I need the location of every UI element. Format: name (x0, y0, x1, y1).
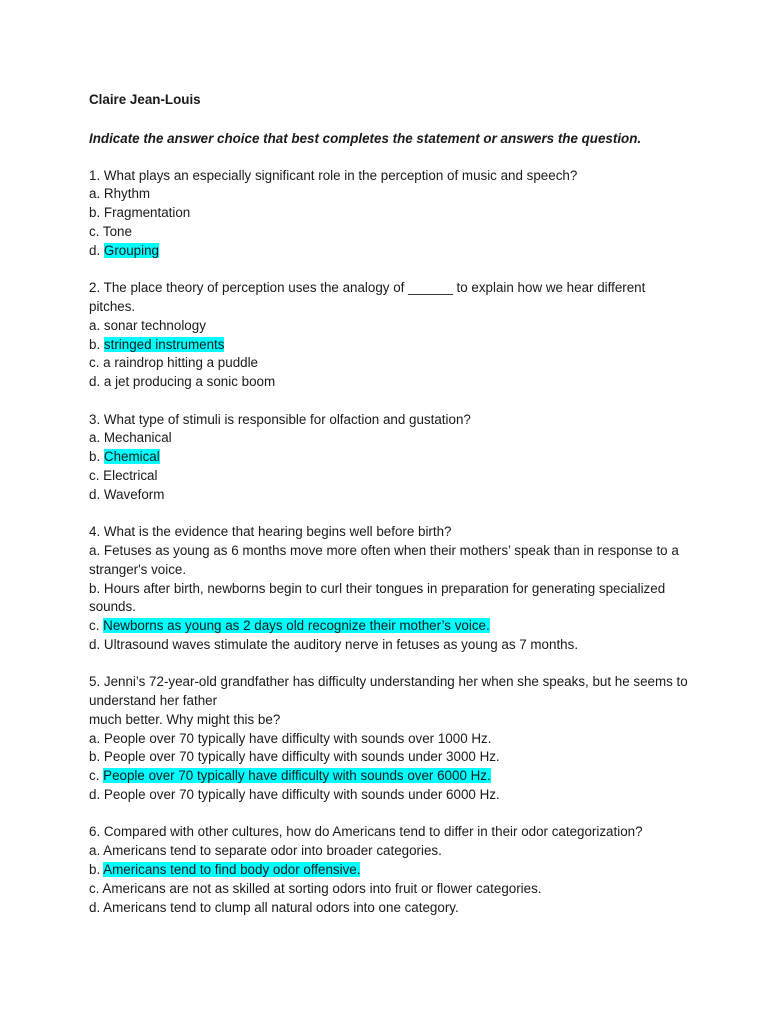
choice-letter: d. (89, 787, 101, 803)
choice-letter: b. (89, 336, 101, 352)
highlighted-answer: Grouping (103, 242, 159, 258)
highlighted-answer: stringed instruments (103, 336, 225, 352)
answer-choice-b (89, 580, 689, 618)
choice-letter: a. (89, 186, 101, 202)
choice-text: Tone (102, 223, 132, 239)
choice-letter: c. (89, 768, 100, 784)
choice-letter: a. (89, 730, 101, 746)
choice-letter: a. (89, 317, 101, 333)
choice-text: Fragmentation (103, 205, 191, 221)
choice-text: Americans tend to clump all natural odors into one category. (103, 899, 459, 915)
choice-text: Hours after birth, newborns begin to curl their tongues in preparation for generating specialized sounds. (89, 580, 666, 615)
choice-letter: d. (89, 899, 101, 915)
highlighted-answer: Americans tend to find body odor offensive. (103, 862, 361, 878)
answer-choice-c (89, 767, 689, 786)
question-prompt: 4. What is the evidence that hearing begins well before birth? (89, 524, 452, 540)
choice-letter: b. (89, 205, 101, 221)
choice-letter: d. (89, 374, 101, 390)
answer-choice-d (89, 786, 689, 805)
answer-choice-b (89, 861, 689, 880)
answer-choice-b (89, 448, 689, 467)
answer-choice-d (89, 486, 689, 505)
question-3 (89, 411, 689, 505)
choice-text: a raindrop hitting a puddle (103, 355, 259, 371)
question-2 (89, 279, 689, 392)
answer-choice-c (89, 467, 689, 486)
answer-choice-c (89, 354, 689, 373)
answer-choice-d (89, 899, 689, 918)
choice-text: Fetuses as young as 6 months move more often when their mothers’ speak than in response to a stranger's voice. (89, 542, 679, 577)
answer-choice-a (89, 842, 689, 861)
question-prompt: 2. The place theory of perception uses the analogy of ______ to explain how we hear different pitches. (89, 280, 646, 314)
choice-letter: b. (89, 449, 101, 465)
choice-text: Mechanical (103, 430, 172, 446)
author-name: Claire Jean-Louis (89, 92, 201, 107)
choice-text: Americans tend to separate odor into broader categories. (103, 843, 442, 859)
answer-choice-d (89, 636, 689, 655)
question-prompt: 5. Jenni’s 72-year-old grandfather has difficulty understanding her when she speaks, but he seems to understand her father (89, 674, 688, 709)
answer-choice-c (89, 617, 689, 636)
highlighted-answer: Chemical (103, 449, 160, 465)
choice-text: Rhythm (103, 186, 151, 202)
question-prompt-continued: much better. Why might this be? (89, 711, 281, 727)
answer-choice-a (89, 317, 689, 336)
choice-letter: c. (89, 355, 100, 371)
answer-choice-c (89, 223, 689, 242)
highlighted-answer: People over 70 typically have difficulty with sounds over 6000 Hz. (103, 768, 491, 784)
answer-choice-b (89, 204, 689, 223)
choice-text: People over 70 typically have difficulty with sounds under 3000 Hz. (103, 749, 500, 765)
question-5 (89, 673, 689, 805)
choice-letter: a. (89, 430, 101, 446)
choice-letter: b. (89, 580, 101, 596)
choice-letter: d. (89, 636, 101, 652)
choice-text: Americans are not as skilled at sorting odors into fruit or flower categories. (102, 880, 542, 896)
choice-text: Ultrasound waves stimulate the auditory nerve in fetuses as young as 7 months. (103, 636, 579, 652)
choice-letter: d. (89, 242, 101, 258)
answer-choice-a (89, 730, 689, 749)
answer-choice-b (89, 336, 689, 355)
choice-letter: b. (89, 749, 101, 765)
highlighted-answer: Newborns as young as 2 days old recognize their mother’s voice. (103, 618, 490, 634)
answer-choice-a (89, 429, 689, 448)
answer-choice-d (89, 242, 689, 261)
question-1 (89, 167, 689, 261)
choice-text: sonar technology (103, 317, 206, 333)
answer-choice-d (89, 373, 689, 392)
choice-letter: c. (89, 467, 100, 483)
choice-letter: a. (89, 843, 101, 859)
choice-letter: a. (89, 542, 101, 558)
choice-text: People over 70 typically have difficulty with sounds over 1000 Hz. (103, 730, 492, 746)
answer-choice-a (89, 542, 689, 580)
choice-text: People over 70 typically have difficulty with sounds under 6000 Hz. (103, 787, 500, 803)
choice-letter: c. (89, 223, 100, 239)
question-4 (89, 523, 689, 655)
answer-choice-a (89, 185, 689, 204)
question-prompt: 6. Compared with other cultures, how do Americans tend to differ in their odor categorization? (89, 824, 643, 840)
document-page (89, 91, 689, 936)
question-6 (89, 823, 689, 917)
instructions: Indicate the answer choice that best completes the statement or answers the question. (89, 130, 642, 146)
choice-text: Waveform (103, 486, 165, 502)
question-prompt: 1. What plays an especially significant role in the perception of music and speech? (89, 167, 578, 183)
question-prompt: 3. What type of stimuli is responsible for olfaction and gustation? (89, 411, 471, 427)
choice-letter: c. (89, 880, 100, 896)
answer-choice-b (89, 748, 689, 767)
choice-text: a jet producing a sonic boom (103, 374, 276, 390)
choice-text: Electrical (103, 467, 158, 483)
answer-choice-c (89, 880, 689, 899)
choice-letter: d. (89, 486, 101, 502)
choice-letter: b. (89, 862, 101, 878)
choice-letter: c. (89, 618, 100, 634)
